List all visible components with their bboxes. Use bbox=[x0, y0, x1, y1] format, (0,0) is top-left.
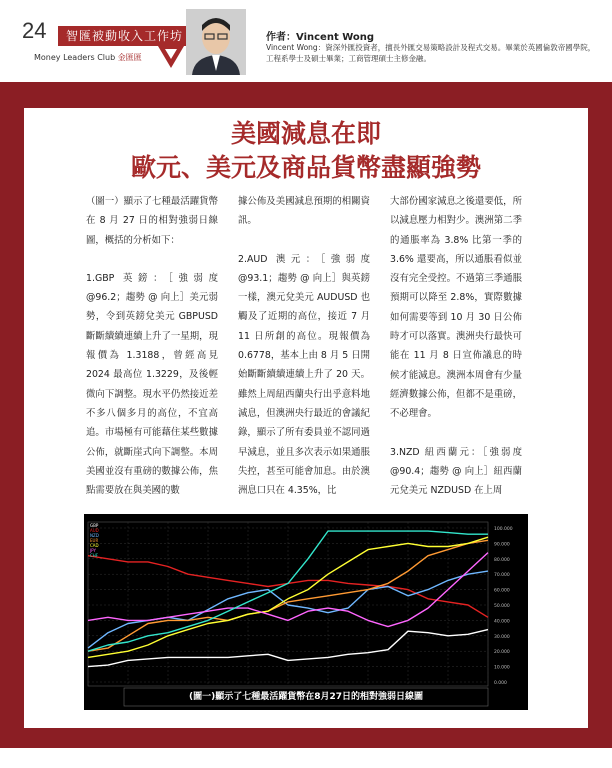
page-bottom bbox=[0, 748, 612, 768]
club-name-en: Money Leaders Club bbox=[34, 53, 116, 62]
section-label: 智匯被動收入工作坊 bbox=[58, 26, 191, 46]
paragraph: （圖一）顯示了七種最活躍貨幣在 8 月 27 日的相對強弱日線圖，概括的分析如下： bbox=[86, 196, 218, 246]
club-logo-icon bbox=[158, 46, 184, 68]
paragraph: 大部份國家減息之後還要低，所以減息壓力相對少。澳洲第二季的通脹率為 3.8% 比第一季的 3.6% 還要高，所以通脹看似並沒有完全受控。不過第三季通脹預期可以降至 2.8%，實際數據如何需要等到 10 月 30 日公佈時才可以落實。澳洲央行最快可能在 11 月 8 日宣佈議息的時候才能減息。澳洲本周會有少量經濟數據公佈，但都不是重磅，不必理會。 bbox=[390, 196, 522, 420]
legend-entry-aud: AUD bbox=[90, 528, 99, 533]
y-tick-label: 20.000 bbox=[494, 650, 510, 656]
legend-entry-gbp: GBP bbox=[90, 523, 99, 528]
paragraph: 3.NZD 紐西蘭元：［強弱度 @90.4；趨勢 @ 向上］紐西蘭元兌美元 NZDUSD 在上周 bbox=[390, 446, 522, 497]
article-title-line2: 歐元、美元及商品貨幣盡顯強勢 bbox=[130, 153, 481, 182]
chart-caption: (圖一)顯示了七種最活躍貨幣在8月27日的相對強弱日線圖 bbox=[188, 692, 423, 702]
legend-entry-eur: EUR bbox=[90, 538, 99, 543]
currency-strength-chart bbox=[84, 514, 528, 710]
paragraph: 2.AUD 澳元：［強弱度 @93.1；趨勢 @ 向上］與英鎊一樣，澳元兌美元 AUDUSD 也觸及了近期的高位，接近 7 月 11 日所創的高位。現報價為 0.6778，基本上由 8 月 5 日開始斷斷續續連續上升了 20 天。雖然上周紐西蘭央行出乎意料地減息，但澳洲央行最近的會議紀錄，顯示了所有委員並不認同過早減息，並且多次表示如果通脹失控，甚至可能會加息。由於澳洲息口只在 4.35%，比 bbox=[238, 253, 370, 497]
chart-canvas bbox=[84, 514, 528, 710]
page-header bbox=[0, 0, 612, 82]
legend-entry-jpy: JPY bbox=[90, 548, 96, 553]
club-name-zh: 金匯匯 bbox=[117, 53, 142, 62]
article-column-1 bbox=[86, 192, 218, 500]
article-title-line1: 美國減息在即 bbox=[230, 119, 381, 148]
author-photo bbox=[186, 9, 246, 75]
y-tick-label: 10.000 bbox=[494, 665, 510, 671]
author-title: 作者：Vincent Wong bbox=[266, 32, 375, 43]
paragraph: 1.GBP 英鎊：［強弱度 @96.2；趨勢 @ 向上］美元弱勢，令到英鎊兌美元 GBPUSD 斷斷續續連續上升了一星期，現報價為 1.3188，曾經高見 2024 最高位 1.3229，及後輕微向下調整。現水平仍然接近差不多八個多月的高位，不宜高追。市場極有可能藉住某些數據公佈，就斷崖式向下調整。本周美國並沒有重磅的數據公佈，焦點需要放在與美國的數 bbox=[86, 272, 218, 497]
y-tick-label: 0.000 bbox=[494, 681, 507, 686]
author-portrait-icon bbox=[186, 9, 246, 75]
y-tick-label: 50.000 bbox=[494, 604, 510, 609]
y-tick-label: 40.000 bbox=[494, 619, 510, 625]
legend-entry-chf: CHF bbox=[90, 553, 99, 558]
y-tick-label: 100.000 bbox=[494, 527, 513, 532]
article-column-2 bbox=[238, 192, 370, 500]
y-tick-label: 70.000 bbox=[494, 573, 510, 579]
legend-entry-cad: CAD bbox=[90, 543, 99, 548]
club-name bbox=[34, 52, 142, 63]
legend-entry-nzd: NZD bbox=[90, 533, 99, 538]
y-tick-label: 80.000 bbox=[494, 557, 510, 563]
y-tick-label: 60.000 bbox=[494, 588, 510, 594]
y-tick-label: 30.000 bbox=[494, 634, 510, 640]
paragraph: 據公佈及美國減息預期的相關資訊。 bbox=[238, 196, 370, 227]
article-column-3 bbox=[390, 192, 522, 500]
y-tick-label: 90.000 bbox=[494, 542, 510, 548]
author-description: Vincent Wong：資深外匯投資者，擅長外匯交易策略設計及程式交易。畢業於英國倫敦帝國學院，工程系學士及碩士畢業；工商管理碩士主修金融。 bbox=[266, 43, 596, 63]
page-number: 24 bbox=[22, 18, 47, 43]
